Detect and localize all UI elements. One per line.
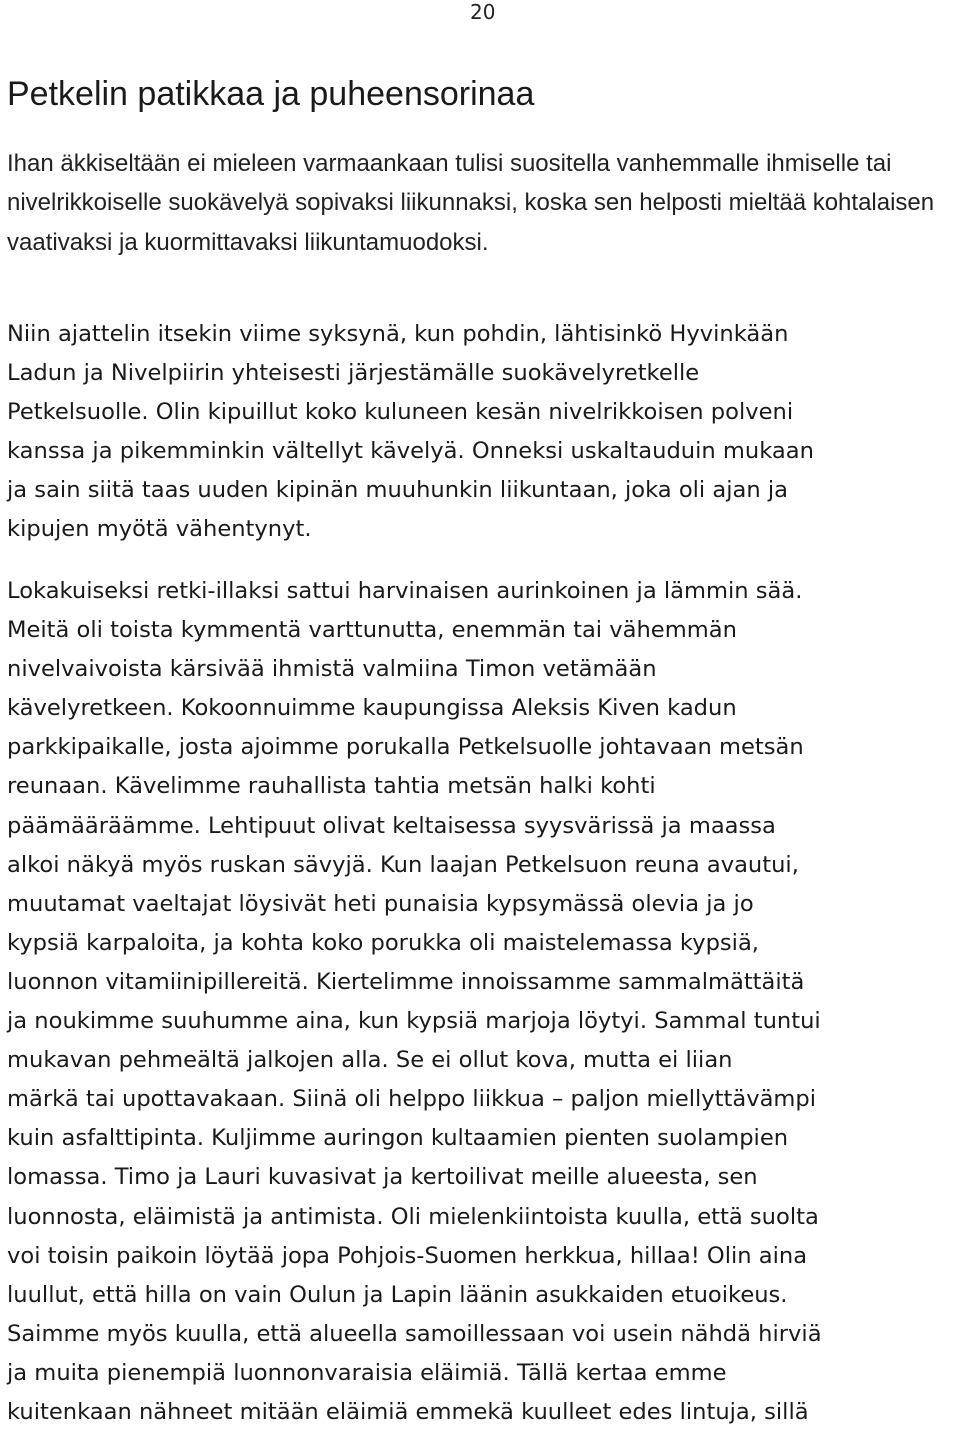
text-line: Petkelsuolle. Olin kipuillut koko kuluneen kesän nivelrikkoisen polveni <box>7 399 794 426</box>
text-line: voi toisin paikoin löytää jopa Pohjois-Suomen herkkua, hillaa! Olin aina <box>7 1242 808 1269</box>
text-line: parkkipaikalle, josta ajoimme porukalla Petkelsuolle johtavaan metsän <box>7 734 804 761</box>
article-title: Petkelin patikkaa ja puheensorinaa <box>7 75 535 113</box>
text-line: luullut, että hilla on vain Oulun ja Lapin läänin asukkaiden etuoikeus. <box>7 1281 788 1308</box>
text-line: Lokakuiseksi retki-illaksi sattui harvinaisen aurinkoinen ja lämmin sää. <box>7 578 803 604</box>
text-line: kypsiä karpaloita, ja kohta koko porukka oli maistelemassa kypsiä, <box>7 929 759 956</box>
text-line: luonnon vitamiinipillereitä. Kiertelimme innoissamme sammalmättäitä <box>7 968 805 995</box>
text-line: ja sain siitä taas uuden kipinän muuhunkin liikuntaan, joka oli ajan ja <box>7 477 788 504</box>
text-line: reunaan. Kävelimme rauhallista tahtia metsän halki kohti <box>7 773 656 800</box>
page-number: 20 <box>470 0 496 24</box>
text-line: muutamat vaeltajat löysivät heti punaisia kypsymässä olevia ja jo <box>7 890 754 917</box>
text-line: Niin ajattelin itsekin viime syksynä, kun pohdin, lähtisinkö Hyvinkään <box>7 321 789 347</box>
body-paragraph-2 <box>7 315 957 550</box>
text-line: kipujen myötä vähentynyt. <box>7 516 312 543</box>
text-line: alkoi näkyä myös ruskan sävyjä. Kun laajan Petkelsuon reuna avautui, <box>7 851 799 878</box>
text-line: päämääräämme. Lehtipuut olivat keltaisessa syysvärissä ja maassa <box>7 812 776 839</box>
text-line: Saimme myös kuulla, että alueella samoillessaan voi usein nähdä hirviä <box>7 1320 822 1347</box>
text-line: ja noukimme suuhumme aina, kun kypsiä marjoja löytyi. Sammal tuntui <box>7 1008 821 1035</box>
intro-paragraph: Ihan äkkiseltään ei mieleen varmaankaan tulisi suositella vanhemmalle ihmiselle tai nivelrikkoiselle suokävelyä sopivaksi liikunnaksi, koska sen helposti mieltää kohtalaisen vaativaksi ja kuormittavaksi liikuntamuodoksi. <box>7 150 935 256</box>
text-line: märkä tai upottavakaan. Siinä oli helppo liikkua – paljon miellyttävämpi <box>7 1086 817 1113</box>
text-line: Meitä oli toista kymmentä varttunutta, enemmän tai vähemmän <box>7 617 737 644</box>
body-paragraph-3 <box>7 572 957 1432</box>
text-line: kuin asfalttipinta. Kuljimme auringon kultaamien pienten suolampien <box>7 1125 789 1152</box>
text-line: ja muita pienempiä luonnonvaraisia eläimiä. Tällä kertaa emme <box>7 1359 727 1386</box>
text-line: lomassa. Timo ja Lauri kuvasivat ja kertoilivat meille alueesta, sen <box>7 1164 758 1191</box>
text-line: luonnosta, eläimistä ja antimista. Oli mielenkiintoista kuulla, että suolta <box>7 1203 819 1230</box>
text-line: kuitenkaan nähneet mitään eläimiä emmekä kuulleet edes lintuja, sillä <box>7 1398 809 1425</box>
text-line: Ladun ja Nivelpiirin yhteisesti järjestämälle suokävelyretkelle <box>7 360 700 387</box>
text-line: kanssa ja pikemminkin vältellyt kävelyä. Onneksi uskaltauduin mukaan <box>7 438 814 465</box>
text-line: nivelvaivoista kärsivää ihmistä valmiina Timon vetämään <box>7 656 657 683</box>
text-line: kävelyretkeen. Kokoonnuimme kaupungissa Aleksis Kiven kadun <box>7 695 737 722</box>
text-line: mukavan pehmeältä jalkojen alla. Se ei ollut kova, mutta ei liian <box>7 1047 733 1074</box>
